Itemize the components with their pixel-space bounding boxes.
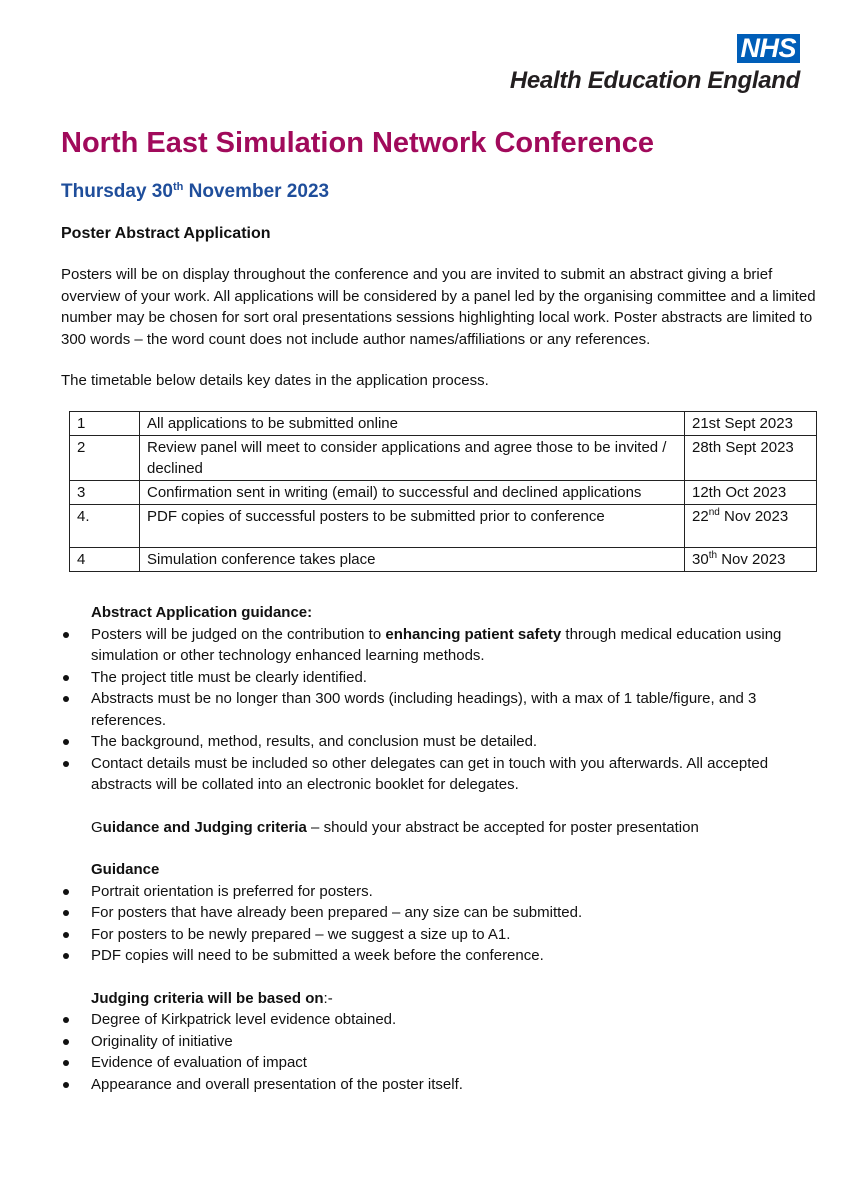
row-task: All applications to be submitted online — [140, 412, 685, 436]
table-row — [70, 548, 817, 572]
bullet-icon — [63, 910, 69, 916]
list-item: Originality of initiative — [61, 1031, 821, 1053]
row-number: 4. — [70, 505, 140, 548]
conference-date: Thursday 30th November 2023 — [61, 181, 330, 202]
criteria-heading: Judging criteria will be based on:- — [91, 989, 333, 1007]
list-item: The project title must be clearly identified. — [61, 667, 821, 689]
timetable-intro: The timetable below details key dates in the application process. — [61, 372, 489, 389]
abstract-guidance-heading: Abstract Application guidance: — [91, 604, 313, 621]
guidance-heading: Guidance — [91, 861, 160, 878]
row-number: 2 — [70, 436, 140, 481]
row-date: 12th Oct 2023 — [685, 481, 817, 505]
bullet-icon — [63, 632, 69, 638]
guidance-list — [61, 881, 821, 967]
list-item: Appearance and overall presentation of the poster itself. — [61, 1074, 821, 1096]
hee-logo — [510, 34, 800, 95]
bullet-icon — [63, 675, 69, 681]
bullet-icon — [63, 739, 69, 745]
bullet-icon — [63, 1082, 69, 1088]
intro-paragraph: Posters will be on display throughout the conference and you are invited to submit an abstract giving a brief overview of your work. All applications will be considered by a panel led by the organising committee and a limited number may be chosen for sort oral presentations sessions highlighting local work. Poster abstracts are limited to 300 words – the word count does not include author names/affiliations or any references. — [61, 266, 816, 348]
nhs-logo: NHS — [737, 34, 800, 63]
page-title: North East Simulation Network Conference — [61, 127, 654, 159]
list-item: Evidence of evaluation of impact — [61, 1052, 821, 1074]
section-title: Poster Abstract Application — [61, 225, 271, 242]
guidance-section — [61, 602, 821, 1095]
list-item: PDF copies will need to be submitted a week before the conference. — [61, 945, 821, 967]
bullet-icon — [63, 761, 69, 767]
row-number: 1 — [70, 412, 140, 436]
row-date: 30th Nov 2023 — [685, 548, 817, 572]
timetable — [69, 411, 817, 572]
list-item: The background, method, results, and conclusion must be detailed. — [61, 731, 821, 753]
bullet-icon — [63, 932, 69, 938]
bullet-icon — [63, 1060, 69, 1066]
row-date: 22nd Nov 2023 — [685, 505, 817, 548]
row-task: Confirmation sent in writing (email) to successful and declined applications — [140, 481, 685, 505]
row-task: PDF copies of successful posters to be submitted prior to conference — [140, 505, 685, 548]
abstract-guidance-list — [61, 624, 821, 796]
list-item: Contact details must be included so other delegates can get in touch with you afterwards. All accepted abstracts will be collated into an electronic booklet for delegates. — [61, 753, 821, 796]
bullet-icon — [63, 889, 69, 895]
list-item: Posters will be judged on the contribution to enhancing patient safety through medical education using simulation or other technology enhanced learning methods. — [61, 624, 821, 667]
bullet-icon — [63, 696, 69, 702]
bullet-icon — [63, 1039, 69, 1045]
criteria-list — [61, 1009, 821, 1095]
table-row — [70, 412, 817, 436]
list-item: Portrait orientation is preferred for posters. — [61, 881, 821, 903]
row-number: 3 — [70, 481, 140, 505]
row-date: 21st Sept 2023 — [685, 412, 817, 436]
list-item: For posters that have already been prepared – any size can be submitted. — [61, 902, 821, 924]
list-item: Degree of Kirkpatrick level evidence obtained. — [61, 1009, 821, 1031]
bullet-icon — [63, 1017, 69, 1023]
row-date: 28th Sept 2023 — [685, 436, 817, 481]
row-number: 4 — [70, 548, 140, 572]
table-row — [70, 436, 817, 481]
organisation-name: Health Education England — [509, 67, 800, 94]
table-row — [70, 505, 817, 548]
list-item: Abstracts must be no longer than 300 words (including headings), with a max of 1 table/figure, and 3 references. — [61, 688, 821, 731]
row-task: Simulation conference takes place — [140, 548, 685, 572]
list-item: For posters to be newly prepared – we suggest a size up to A1. — [61, 924, 821, 946]
bullet-icon — [63, 953, 69, 959]
table-row — [70, 481, 817, 505]
judging-line: Guidance and Judging criteria – should your abstract be accepted for poster presentation — [91, 818, 699, 836]
row-task: Review panel will meet to consider applications and agree those to be invited / declined — [140, 436, 685, 481]
